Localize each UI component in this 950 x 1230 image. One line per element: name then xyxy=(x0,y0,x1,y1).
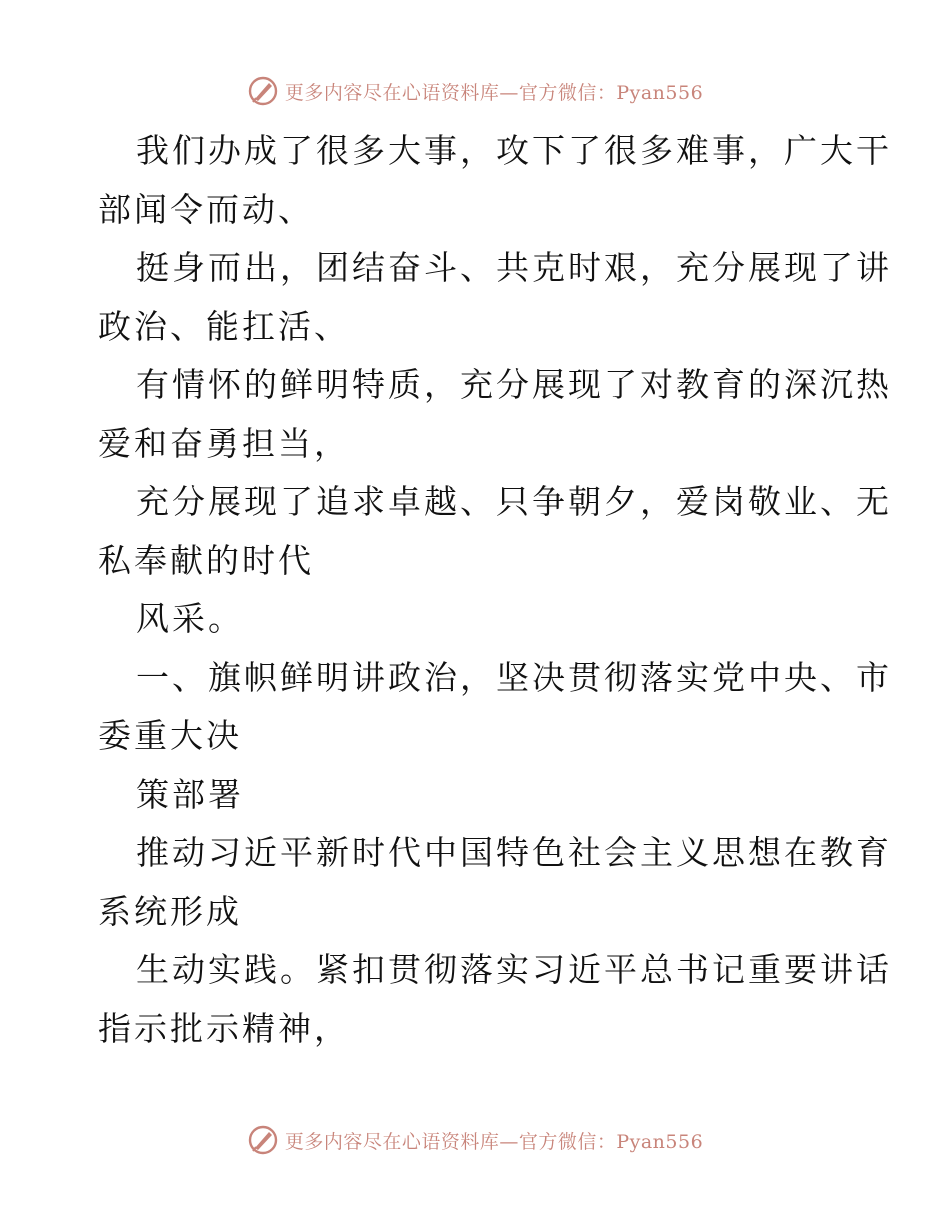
section-heading-line: 一、旗帜鲜明讲政治，坚决贯彻落实党中央、市 xyxy=(136,657,892,697)
quill-pen-circle-icon xyxy=(247,75,279,107)
body-line: 风采。 xyxy=(136,599,244,638)
body-line: 充分展现了追求卓越、只争朝夕，爱岗敬业、无 xyxy=(136,482,892,521)
body-line: 指示批示精神， xyxy=(98,1008,350,1048)
body-line: 系统形成 xyxy=(98,891,242,931)
body-line: 生动实践。紧扣贯彻落实习近平总书记重要讲话 xyxy=(136,950,892,989)
section-heading-line: 委重大决 xyxy=(98,716,242,755)
body-line: 部闻令而动、 xyxy=(98,189,314,229)
page-header-watermark xyxy=(0,71,950,111)
watermark-text: 更多内容尽在心语资料库—官方微信：Pyan556 xyxy=(284,1130,704,1153)
body-line: 有情怀的鲜明特质，充分展现了对教育的深沉热 xyxy=(136,365,892,404)
section-heading-line: 策部署 xyxy=(136,774,244,814)
body-line: 挺身而出，团结奋斗、共克时艰，充分展现了讲 xyxy=(136,248,892,287)
page-footer-watermark xyxy=(0,1120,950,1160)
body-line: 爱和奋勇担当， xyxy=(98,423,350,463)
brand-watermark xyxy=(247,75,703,107)
body-line: 政治、能扛活、 xyxy=(98,306,350,346)
watermark-text: 更多内容尽在心语资料库—官方微信：Pyan556 xyxy=(284,81,704,104)
body-line: 我们办成了很多大事，攻下了很多难事，广大干 xyxy=(136,131,892,170)
brand-watermark xyxy=(247,1124,703,1156)
quill-pen-circle-icon xyxy=(247,1124,279,1156)
body-line: 私奉献的时代 xyxy=(98,540,314,580)
document-body xyxy=(98,122,892,1058)
body-line: 推动习近平新时代中国特色社会主义思想在教育 xyxy=(136,833,892,872)
